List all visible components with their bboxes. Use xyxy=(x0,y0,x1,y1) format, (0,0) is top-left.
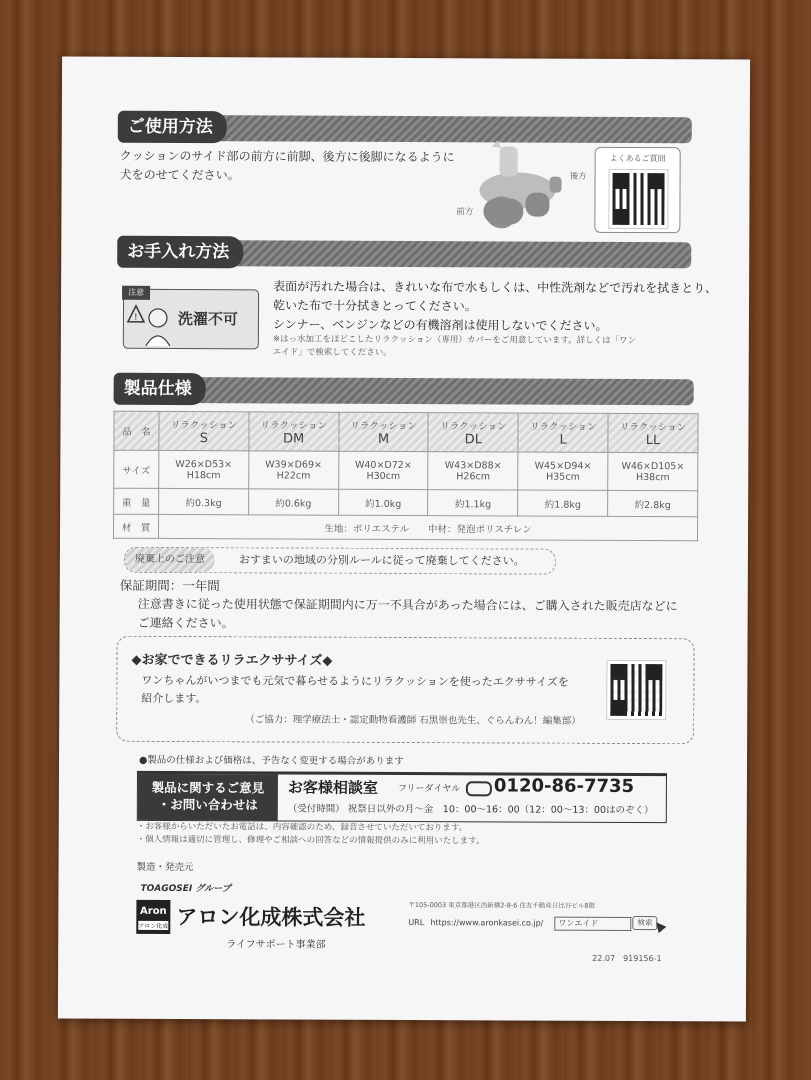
spec-weight-cell: 約1.1kg xyxy=(428,490,518,516)
dim-line-1: W45×D94× xyxy=(534,460,592,472)
spec-row-name xyxy=(114,411,698,453)
product-name: リラクッション xyxy=(350,420,417,432)
disposal-box xyxy=(124,547,556,575)
section-bar-usage xyxy=(120,115,692,143)
spec-row-material xyxy=(114,514,698,541)
warranty-section xyxy=(120,576,720,636)
hours-label: （受付時間） xyxy=(287,803,345,815)
care-line-2: 乾いた布で十分拭きとってください。 xyxy=(272,298,477,314)
spec-weight-cell: 約2.8kg xyxy=(608,490,698,516)
spec-weight-cell: 約0.3kg xyxy=(159,488,249,514)
warranty-line-1: 注意書きに従った使用状態で保証期間内に万一不具合があった場合には、ご購入された販売店などに xyxy=(137,596,678,614)
svg-text:!: ! xyxy=(133,312,138,323)
business-hours: 祝祭日以外の月〜金 10：00〜16：00（12：00〜13：00はのぞく） xyxy=(347,803,654,817)
spec-size-cell xyxy=(428,452,518,490)
spec-table xyxy=(113,411,699,542)
company-url[interactable]: https://www.aronkasei.co.jp/ xyxy=(430,918,544,928)
spec-size-cell xyxy=(518,452,608,490)
spec-header-name: 品 名 xyxy=(114,411,159,450)
free-dial-label: フリーダイヤル xyxy=(397,783,461,795)
spec-size-cell xyxy=(249,451,339,489)
exercise-text xyxy=(141,672,581,710)
search-button[interactable]: 検索 xyxy=(632,916,657,930)
spec-size-cell xyxy=(338,451,428,489)
warranty-line-2: ご連絡ください。 xyxy=(137,615,234,631)
spec-weight-cell: 約1.8kg xyxy=(518,490,608,516)
privacy-notes xyxy=(137,821,485,849)
care-note xyxy=(273,333,723,361)
spec-size-cell xyxy=(608,452,698,490)
spec-size-cell xyxy=(159,450,249,488)
contact-box xyxy=(137,771,667,823)
exercise-title: ◆お家でできるリラエクササイズ◆ xyxy=(131,652,333,669)
faq-qr-label: よくあるご質問 xyxy=(609,153,666,164)
section-title-spec: 製品仕様 xyxy=(114,373,206,405)
faq-qr-code xyxy=(609,170,667,228)
spec-change-notice: ●製品の仕様および価格は、予告なく変更する場合があります xyxy=(139,754,404,768)
dim-line-1: W26×D53× xyxy=(175,458,233,470)
spec-weight-cell: 約1.0kg xyxy=(338,489,428,515)
division-name: ライフサポート事業部 xyxy=(226,939,326,951)
no-wash-badge xyxy=(123,289,259,350)
section-title-care: お手入れ方法 xyxy=(117,236,243,269)
aron-logo xyxy=(136,900,170,934)
privacy-line-2: ・個人情報は適切に管理し、修理やご相談への回答などの情報提供のみに利用いたします。 xyxy=(136,834,485,847)
spec-row-weight xyxy=(114,488,698,517)
aron-logo-subtext: アロン化成 xyxy=(138,922,169,930)
product-size: M xyxy=(377,431,390,447)
care-text xyxy=(273,277,723,336)
product-size: LL xyxy=(645,432,661,448)
section-title-usage: ご使用方法 xyxy=(118,111,227,143)
care-line-3: シンナー、ベンジンなどの有機溶剤は使用しないでください。 xyxy=(272,317,608,333)
dim-line-1: W39×D69× xyxy=(265,458,322,471)
spec-header-material: 材 質 xyxy=(114,514,159,538)
disposal-text: おすまいの地域の分別ルールに従って廃棄してください。 xyxy=(238,553,525,568)
search-box[interactable]: ワンエイド xyxy=(554,917,631,931)
spec-product-s xyxy=(159,411,249,450)
product-name: リラクッション xyxy=(440,420,507,432)
product-name: リラクッション xyxy=(530,421,597,433)
exercise-qr-code xyxy=(607,661,665,719)
document-page xyxy=(58,57,750,1022)
free-dial-icon xyxy=(466,781,492,796)
spec-header-size: サイズ xyxy=(114,450,159,488)
aron-logo-text: Aron xyxy=(140,905,167,917)
contact-label-line-2: ・お問い合わせは xyxy=(157,796,258,813)
product-name: リラクッション xyxy=(619,421,687,433)
company-name: アロン化成株式会社 xyxy=(176,905,366,930)
customer-office: お客様相談室 xyxy=(287,778,378,797)
label-rear: 後方 xyxy=(569,171,587,182)
dim-line-2: H35cm xyxy=(546,471,580,483)
spec-product-dl xyxy=(428,413,518,452)
contact-label-line-1: 製品に関するご意見 xyxy=(151,779,265,796)
caution-label: 注意 xyxy=(122,286,150,300)
usage-text xyxy=(120,147,480,187)
usage-line-1: クッションのサイド部の前方に前脚、後方に後脚になるように xyxy=(119,148,455,165)
usage-line-2: 犬をのせてください。 xyxy=(119,167,240,183)
spec-material-cell: 生地：ポリエステル 中材：発泡ポリスチレン xyxy=(159,514,698,540)
company-address: 〒105-0003 東京都港区西新橋2-8-6 住友不動産日比谷ビル8階 xyxy=(408,901,596,910)
document-code: 22.07 919156-1 xyxy=(592,953,662,964)
privacy-line-1: ・お客様からいただいたお電話は、内容確認のため、録音させていただいております。 xyxy=(136,821,468,834)
dim-line-1: W46×D105× xyxy=(621,460,685,472)
person-caution-icon xyxy=(126,302,174,346)
phone-number[interactable]: 0120-86-7735 xyxy=(493,775,635,798)
product-name: リラクッション xyxy=(260,419,327,432)
product-size: S xyxy=(199,430,209,446)
spec-product-m xyxy=(339,412,429,451)
exercise-line-1: ワンちゃんがいつまでも元気で暮らせるようにリラクッションを使ったエクササイズを xyxy=(141,673,569,689)
section-bar-care xyxy=(119,240,691,268)
exercise-box xyxy=(116,636,694,745)
dim-line-2: H18cm xyxy=(186,469,221,481)
dim-line-1: W43×D88× xyxy=(444,459,502,471)
url-label: URL xyxy=(408,918,425,928)
spec-product-dm xyxy=(249,412,339,451)
maker-label: 製造・発売元 xyxy=(136,861,194,874)
exercise-credit: （ご協力：理学療法士・認定動物看護師 石黒崇也先生、ぐらんわん！編集部） xyxy=(245,714,581,727)
care-note-line-2: エイド」で検索してください。 xyxy=(272,347,392,358)
spec-product-l xyxy=(518,413,608,452)
faq-qr-box xyxy=(594,147,680,233)
product-name: リラクッション xyxy=(170,419,238,431)
product-size: DM xyxy=(283,430,305,447)
dim-line-1: W40×D72× xyxy=(354,459,412,471)
toagosei-group-logo: TOAGOSEI グループ xyxy=(140,883,231,895)
care-line-1: 表面が汚れた場合は、きれいな布で水もしくは、中性洗剤などで汚れを拭きとり、 xyxy=(273,279,718,296)
care-note-line-1: ※はっ水加工をほどこしたリラクッション（専用）カバーをご用意しています。詳しくは「ワン xyxy=(272,334,637,347)
spec-row-size xyxy=(114,450,698,491)
disposal-label: 廃棄上のご注意 xyxy=(125,548,215,572)
exercise-line-2: 紹介します。 xyxy=(141,691,207,706)
contact-label xyxy=(138,774,278,821)
product-size: DL xyxy=(464,431,482,447)
no-wash-text: 洗濯不可 xyxy=(177,310,239,329)
warranty-title: 保証期間：一年間 xyxy=(119,577,220,594)
dim-line-2: H30cm xyxy=(366,470,401,482)
dim-line-2: H26cm xyxy=(456,470,491,482)
dim-line-2: H38cm xyxy=(635,471,670,483)
spec-header-weight: 重 量 xyxy=(114,488,159,514)
dim-line-2: H22cm xyxy=(276,469,311,482)
spec-product-ll xyxy=(608,413,698,452)
label-front: 前方 xyxy=(456,207,474,218)
product-size: L xyxy=(559,432,567,448)
section-bar-spec xyxy=(116,377,694,406)
spec-weight-cell: 約0.6kg xyxy=(248,489,338,515)
